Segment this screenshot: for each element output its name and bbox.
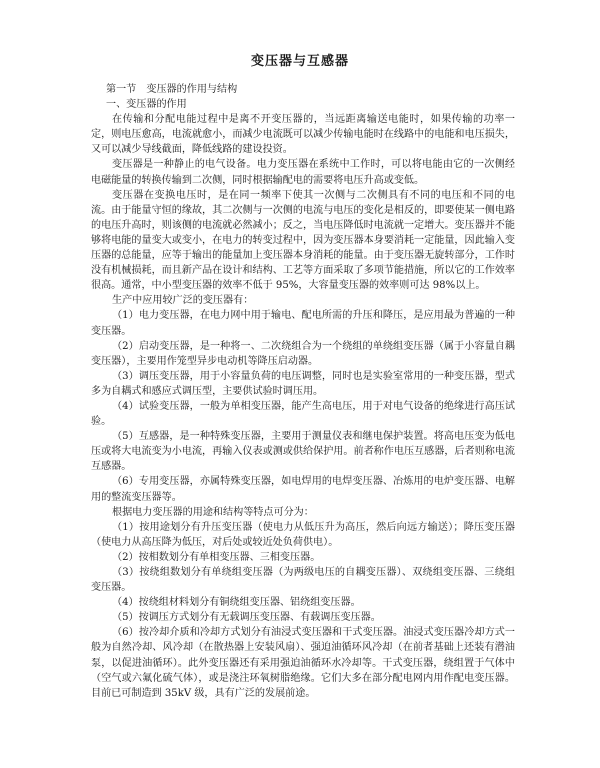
paragraph: 根据电力变压器的用途和结构等特点可分为： [112,506,314,518]
paragraph: 变压器是一种静止的电气设备。电力变压器在系统中工作时，可以将电能由它的一次侧经电磁能量的转换传输到二次侧，同时根据输配电的需要将电压升高或变低。 [91,159,515,186]
list-item: （1）电力变压器，在电力网中用于输电、配电所需的升压和降压，是应用最为普遍的一种变压器。 [91,310,515,337]
document-title: 变压器与互感器 [250,54,349,69]
subsection-heading: 一、变压器的作用 [106,99,187,111]
list-item: （6）专用变压器，亦属特殊变压器，如电焊用的电焊变压器、冶炼用的电炉变压器、电解用的整流变压器等。 [91,476,515,503]
paragraph: 在传输和分配电能过程中是离不开变压器的，当远距离输送电能时，如果传输的功率一定，则电压愈高，电流就愈小，而减少电流既可以减少传输电能时在线路中的电能和电压损失，又可以减少导线截面，降低线路的建设投资。 [91,114,515,156]
list-item: （5）互感器，是一种特殊变压器，主要用于测量仪表和继电保护装置。将高电压变为低电压或将大电流变为小电流，再输入仪表或测或供给保护用。前者称作电压互感器，后者则称电流互感器。 [91,431,515,473]
list-item: （5）按调压方式划分有无载调压变压器、有载调压变压器。 [112,612,381,624]
list-item: （2）启动变压器，是一种将一、二次绕组合为一个绕组的单绕组变压器（属于小容量自耦变压器），主要用作笼型异步电动机等降压启动器。 [91,340,515,367]
paragraph: 变压器在变换电压时，是在同一频率下使其一次侧与二次侧具有不同的电压和不同的电流。由于能量守恒的缘故，其二次侧与一次侧的电流与电压的变化是相反的，即要使某一侧电路的电压升高时，则该侧的电流就必然减小；反之，当电压降低时电流就一定增大。变压器并不能够将电能的量变大或变小，在电力的转变过程中，因为变压器本身要消耗一定能量，因此输入变压器的总能量，应等于输出的能量加上变压器本身消耗的能量。由于变压器无旋转部分，工作时没有机械损耗，而且新产品在设计和结构、工艺等方面采取了多项节能措施，所以它的工作效率很高。通常，中小型变压器的效率不低于 95%，大容量变压器的效率则可达 98%以上。 [91,189,515,292]
document-body [91,82,515,701]
list-item: （6）按冷却介质和冷却方式划分有油浸式变压器和干式变压器。油浸式变压器冷却方式一般为自然冷却、风冷却（在散热器上安装风扇）、强迫油循环风冷却（在前者基础上还装有潜油泵，以促进油循环）。此外变压器还有采用强迫油循环水冷却等。干式变压器，绕组置于气体中（空气或六氟化硫气体），或是浇注环氧树脂绝缘。它们大多在部分配电网内用作配电变压器。目前已可制造到 35kV 级，具有广泛的发展前途。 [91,627,515,699]
list-item: （2）按相数划分有单相变压器、三相变压器。 [112,551,321,563]
list-item: （4）试验变压器，一般为单相变压器，能产生高电压，用于对电气设备的绝缘进行高压试验。 [91,400,515,428]
list-item: （4）按绕组材料划分有铜绕组变压器、铝绕组变压器。 [112,597,361,609]
section-heading: 第一节 变压器的作用与结构 [106,84,238,95]
list-item: （3）按绕组数划分有单绕组变压器（为两级电压的自耦变压器）、双绕组变压器、三绕组变压器。 [91,567,515,594]
list-item: （1）按用途划分有升压变压器（使电力从低压升为高压，然后向远方输送）；降压变压器（使电力从高压降为低压，对后处或较近处负荷供电）。 [91,521,515,548]
paragraph: 生产中应用较广泛的变压器有： [112,295,254,307]
list-item: （3）调压变压器，用于小容量负荷的电压调整，同时也是实验室常用的一种变压器，型式多为自耦式和感应式调压型，主要供试验时调压用。 [91,370,515,397]
